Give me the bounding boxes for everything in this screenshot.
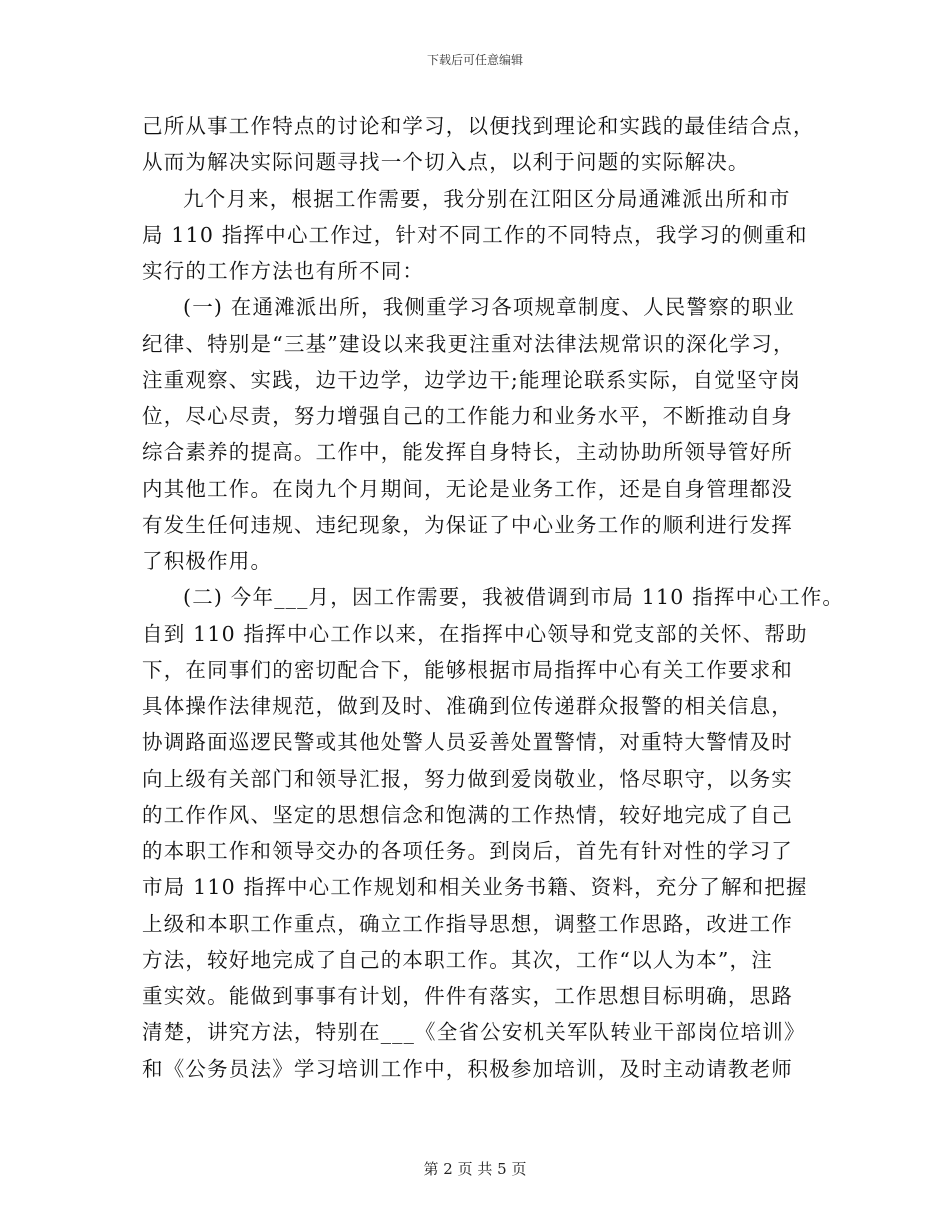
text-line: 注重观察、实践，边干边学，边学边干;能理论联系实际，自觉坚守岗 (142, 367, 802, 392)
text-line: 重实效。能做到事事有计划，件件有落实，工作思想目标明确，思路 (142, 984, 793, 1008)
page-header: 下载后可任意编辑 (426, 53, 523, 67)
text-line: 综合素养的提高。工作中，能发挥自身特长，主动协助所领导管好所 (142, 440, 793, 465)
text-line: 的本职工作和领导交办的各项任务。到岗后，首先有针对性的学习了 (142, 839, 793, 863)
text-line: 局 110 指挥中心工作过，针对不同工作的不同特点，我学习的侧重和 (142, 222, 808, 247)
text-line: 九个月来，根据工作需要，我分别在江阳区分局通滩派出所和市 (183, 186, 791, 211)
text-line: 和《公务员法》学习培训工作中，积极参加培训，及时主动请教老师 (142, 1056, 793, 1081)
text-line: 上级和本职工作重点，确立工作指导思想，调整工作思路，改进工作 (142, 911, 793, 936)
text-line: 方法，较好地完成了自己的本职工作。其次，工作“以人为本”，注 (142, 947, 773, 972)
text-line: 了积极作用。 (142, 549, 273, 573)
page-footer: 第 2 页 共 5 页 (423, 1160, 527, 1178)
text-line: 纪律、特别是“三基”建设以来我更注重对法律法规常识的深化学习， (142, 331, 795, 356)
text-line: 己所从事工作特点的讨论和学习，以便找到理论和实践的最佳结合点， (142, 114, 815, 138)
text-line: 的工作作风、坚定的思想信念和饱满的工作热情，较好地完成了自己 (142, 802, 793, 827)
text-line: 市局 110 指挥中心工作规划和相关业务书籍、资料，充分了解和把握 (142, 875, 808, 900)
text-line: 内其他工作。在岗九个月期间，无论是业务工作，还是自身管理都没 (142, 476, 793, 501)
text-line: 有发生任何违规、违纪现象，为保证了中心业务工作的顺利进行发挥 (142, 512, 793, 537)
text-line: (一) 在通滩派出所，我侧重学习各项规章制度、人民警察的职业 (183, 295, 796, 320)
text-line: 位，尽心尽责，努力增强自己的工作能力和业务水平，不断推动自身 (142, 404, 793, 428)
text-line: 从而为解决实际问题寻找一个切入点，以利于问题的实际解决。 (142, 150, 750, 175)
text-line: 向上级有关部门和领导汇报，努力做到爱岗敬业，恪尽职守，以务实 (142, 766, 793, 791)
text-line: 实行的工作方法也有所不同： (142, 259, 425, 283)
text-line: (二) 今年___月，因工作需要，我被借调到市局 110 指挥中心工作。 (183, 585, 845, 610)
text-line: 清楚，讲究方法，特别在___《全省公安机关军队转业干部岗位培训》 (142, 1020, 806, 1045)
document-body (142, 108, 845, 1087)
text-line: 下，在同事们的密切配合下，能够根据市局指挥中心有关工作要求和 (142, 657, 793, 682)
text-line: 具体操作法律规范，做到及时、准确到位传递群众报警的相关信息， (142, 694, 793, 718)
text-line: 协调路面巡逻民警或其他处警人员妥善处置警情，对重特大警情及时 (142, 730, 793, 755)
text-line: 自到 110 指挥中心工作以来，在指挥中心领导和党支部的关怀、帮助 (142, 621, 808, 646)
